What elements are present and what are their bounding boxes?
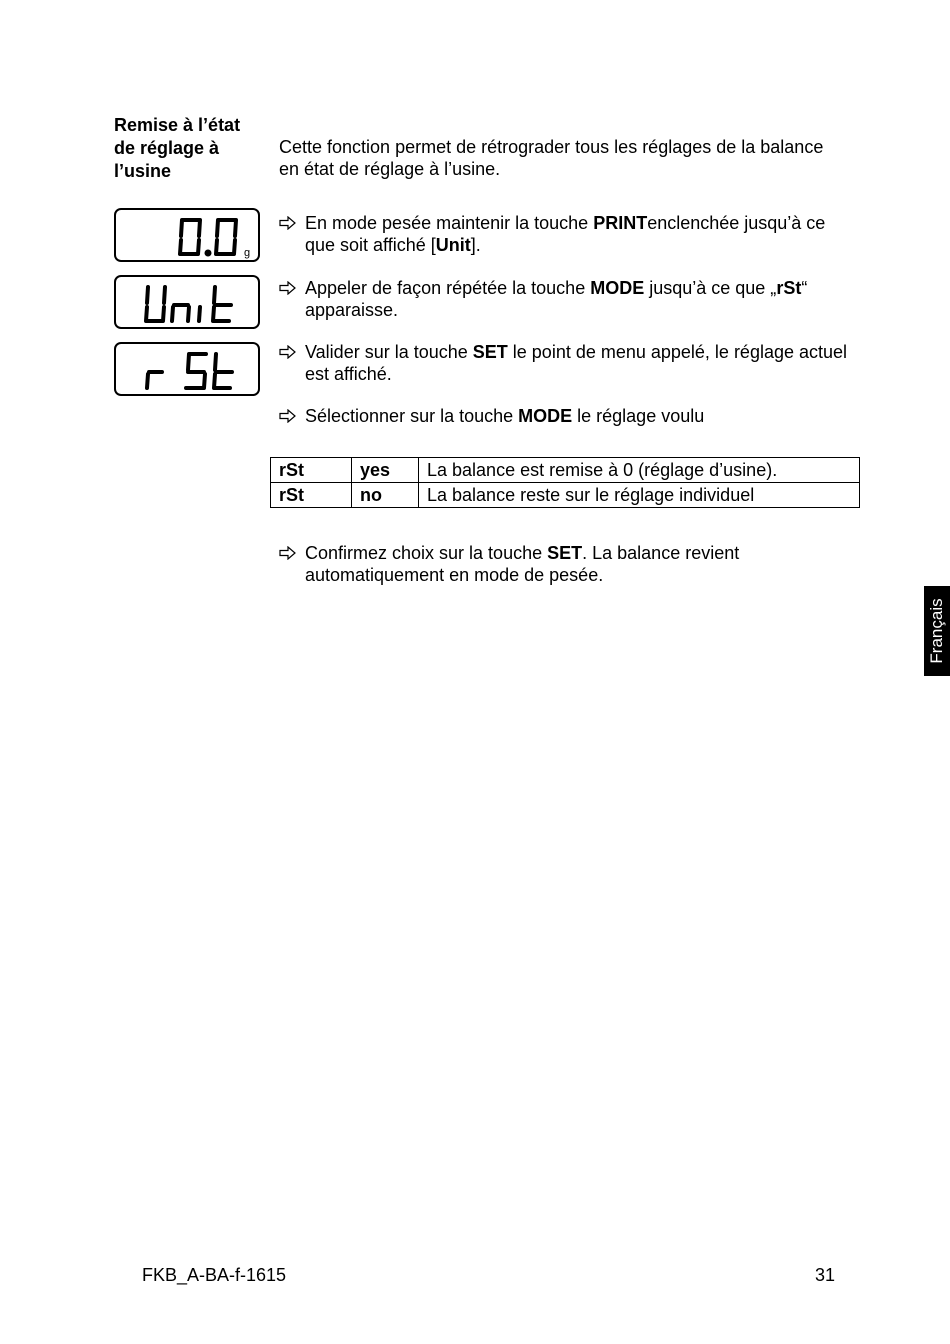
table-cell: La balance reste sur le réglage individuel — [419, 483, 860, 508]
table-row — [271, 458, 860, 483]
table-row — [271, 483, 860, 508]
instruction-step — [279, 212, 849, 256]
lcd-seven-segment-icon — [116, 344, 262, 398]
step-text: Appeler de façon répétée la touche MODE jusqu’à ce que „rSt“ apparaisse. — [305, 278, 808, 320]
table-cell: yes — [352, 458, 419, 483]
arrow-right-icon — [279, 345, 297, 359]
section-heading-line: de réglage à — [114, 138, 220, 158]
arrow-right-icon — [279, 546, 297, 560]
step-text: Sélectionner sur la touche MODE le réglage voulu — [305, 406, 705, 426]
lcd-display-zero — [114, 208, 260, 262]
lcd-seven-segment-icon — [116, 277, 262, 331]
table-cell: La balance est remise à 0 (réglage d’usine). — [419, 458, 860, 483]
language-tab-label: Français — [927, 598, 946, 664]
table-cell: no — [352, 483, 419, 508]
lcd-seven-segment-icon — [116, 210, 262, 264]
instruction-step — [279, 341, 849, 385]
language-tab — [924, 586, 950, 676]
intro-paragraph: Cette fonction permet de rétrograder tous les réglages de la balance en état de réglage à l’usine. — [279, 137, 824, 179]
instruction-step — [279, 277, 849, 321]
section-heading — [114, 114, 264, 183]
footer-doc-id: FKB_A-BA-f-1615 — [142, 1265, 287, 1285]
section-heading-line: l’usine — [114, 161, 172, 181]
settings-table — [270, 457, 860, 508]
lcd-display-unit — [114, 275, 260, 329]
instruction-step — [279, 542, 849, 586]
arrow-right-icon — [279, 409, 297, 423]
step-text: En mode pesée maintenir la touche PRINTenclenchée jusqu’à ce que soit affiché [Unit]. — [305, 213, 826, 255]
instruction-step — [279, 405, 849, 427]
arrow-right-icon — [279, 216, 297, 230]
footer-page-number: 31 — [815, 1265, 836, 1285]
lcd-display-rst — [114, 342, 260, 396]
step-text: Valider sur la touche SET le point de menu appelé, le réglage actuel est affiché. — [305, 342, 848, 384]
arrow-right-icon — [279, 281, 297, 295]
section-heading-line: Remise à l’état — [114, 115, 241, 135]
step-text: Confirmez choix sur la touche SET. La balance revient automatiquement en mode de pesée. — [305, 543, 740, 585]
lcd-unit: g — [244, 247, 251, 259]
table-cell: rSt — [271, 483, 352, 508]
table-cell: rSt — [271, 458, 352, 483]
